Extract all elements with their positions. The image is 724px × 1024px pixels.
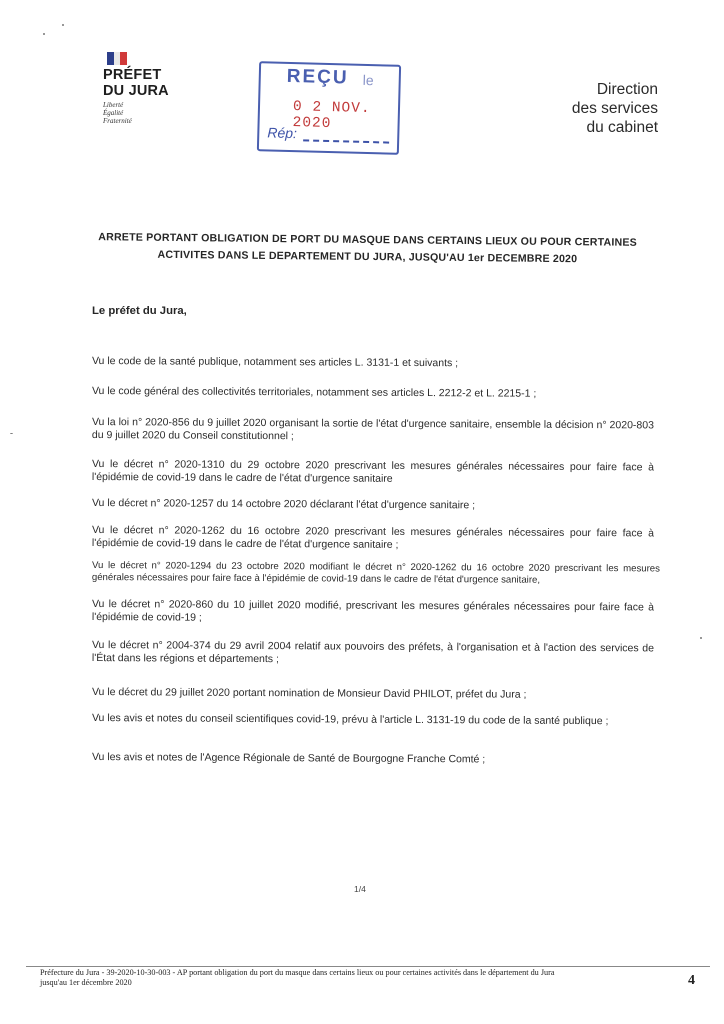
arrete-title-line2: ACTIVITES DANS LE DEPARTEMENT DU JURA, JUSQU'AU 1er DECEMBRE 2020	[157, 248, 578, 266]
footer-divider	[26, 966, 710, 967]
marianne-flag-icon	[107, 52, 127, 65]
stamp-date: 0 2 NOV. 2020	[292, 99, 371, 133]
scan-speck	[62, 24, 64, 26]
direction-block	[572, 80, 658, 137]
stamp-rep-label: Rép:	[267, 124, 298, 142]
vu-paragraph: Vu le décret n° 2020-1262 du 16 octobre 2020 prescrivant les mesures générales nécessaires pour faire face à l'épidémie de covid-19 dans le cadre de l'état d'urgence sanitaire ;	[91, 524, 654, 551]
prefet-title-line2: DU JURA	[103, 83, 169, 99]
vu-paragraph: Vu le décret n° 2020-860 du 10 juillet 2020 modifié, prescrivant les mesures générales nécessaires pour faire face à l'épidémie de covid-19 ;	[91, 598, 654, 624]
footer-line2: jusqu'au 1er décembre 2020	[40, 977, 132, 987]
vu-paragraph: Vu le décret du 29 juillet 2020 portant nomination de Monsieur David PHILOT, préfet du Jura ;	[91, 686, 527, 701]
intro-line: Le préfet du Jura,	[92, 305, 187, 317]
direction-line3: du cabinet	[586, 119, 658, 136]
stamp-dotted-line	[303, 139, 389, 143]
vu-paragraph: Vu le code général des collectivités territoriales, notamment ses articles L. 2212-2 et L. 2215-1 ;	[91, 385, 537, 400]
vu-paragraph: Vu le code de la santé publique, notamment ses articles L. 3131-1 et suivants ;	[91, 355, 459, 370]
motto-egalite: Égalité	[103, 109, 124, 117]
arrete-title	[75, 229, 660, 269]
vu-paragraph: Vu le décret n° 2020-1257 du 14 octobre 2020 déclarant l'état d'urgence sanitaire ;	[91, 497, 476, 512]
vu-paragraph: Vu le décret n° 2020-1294 du 23 octobre 2020 modifiant le décret n° 2020-1262 du 16 octobre 2020 prescrivant les mesures générales nécessaires pour faire face à l'épidémie de covid-19 dans le cadre de l'état d'urgence sanitaire,	[91, 560, 660, 586]
prefet-title-line1: PRÉFET	[103, 67, 162, 83]
scan-speck	[10, 433, 13, 434]
direction-line1: Direction	[596, 81, 658, 98]
prefecture-logo	[103, 52, 223, 125]
page-number: 1/4	[354, 884, 366, 894]
arrete-title-line1: ARRETE PORTANT OBLIGATION DE PORT DU MASQUE DANS CERTAINS LIEUX OU POUR CERTAINES	[98, 231, 637, 249]
scan-speck	[43, 33, 45, 35]
stamp-title: REÇU	[286, 65, 349, 89]
footer-text	[40, 968, 660, 987]
motto-fraternite: Fraternité	[103, 117, 132, 125]
motto	[103, 101, 223, 125]
scan-speck	[700, 637, 702, 639]
motto-liberte: Liberté	[103, 101, 124, 109]
vu-paragraph: Vu le décret n° 2020-1310 du 29 octobre 2020 prescrivant les mesures générales nécessaires pour faire face à l'épidémie de covid-19 dans le cadre de l'état d'urgence sanitaire	[91, 458, 654, 485]
footer-line1: Préfecture du Jura - 39-2020-10-30-003 - AP portant obligation du port du masque dans certains lieux ou pour certaines activités dans le département du Jura	[40, 968, 555, 977]
stamp-number: le	[362, 71, 374, 89]
received-stamp	[257, 61, 401, 155]
direction-line2: des services	[571, 100, 658, 117]
vu-paragraph: Vu les avis et notes du conseil scientifiques covid-19, prévu à l'article L. 3131-19 du code de la santé publique ;	[91, 712, 609, 728]
vu-paragraph: Vu la loi n° 2020-856 du 9 juillet 2020 organisant la sortie de l'état d'urgence sanitaire, ensemble la décision n° 2020-803 du 9 juillet 2020 du Conseil constitutionnel ;	[91, 416, 654, 442]
vu-paragraph: Vu les avis et notes de l'Agence Régionale de Santé de Bourgogne Franche Comté ;	[91, 751, 486, 766]
footer-page-number: 4	[688, 973, 695, 988]
vu-paragraph: Vu le décret n° 2004-374 du 29 avril 2004 relatif aux pouvoirs des préfets, à l'organisation et à l'action des services de l'État dans les régions et départements ;	[91, 639, 654, 665]
